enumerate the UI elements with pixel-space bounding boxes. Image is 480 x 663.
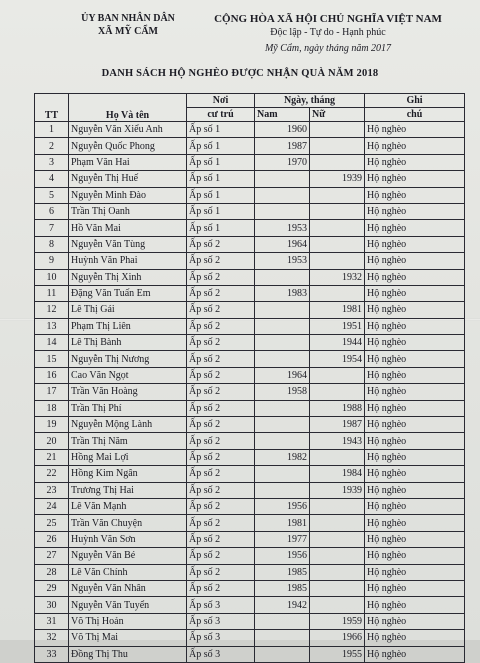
row-number: 26	[35, 531, 69, 547]
residence: Ấp số 2	[187, 384, 255, 400]
birth-year-female: 1944	[310, 335, 365, 351]
birth-year-female	[310, 548, 365, 564]
birth-year-male: 1985	[255, 580, 310, 596]
birth-year-female: 1932	[310, 269, 365, 285]
household-name: Phạm Văn Hai	[69, 154, 187, 170]
motto: Độc lập - Tự do - Hạnh phúc	[270, 27, 386, 38]
table-row	[35, 236, 465, 252]
birth-year-female: 1939	[310, 171, 365, 187]
note: Hộ nghèo	[365, 236, 465, 252]
residence: Ấp số 1	[187, 154, 255, 170]
table-row	[35, 154, 465, 170]
col-dob: Ngày, tháng	[255, 94, 365, 108]
table-row	[35, 531, 465, 547]
household-name: Hồng Mai Lợi	[69, 449, 187, 465]
household-name: Lê Thị Gái	[69, 302, 187, 318]
col-tt: TT	[35, 94, 69, 122]
col-residence-line-1: Nơi	[187, 94, 255, 108]
residence: Ấp số 1	[187, 138, 255, 154]
table-row	[35, 597, 465, 613]
national-heading	[198, 12, 458, 56]
birth-year-male: 1970	[255, 154, 310, 170]
birth-year-female: 1988	[310, 400, 365, 416]
residence: Ấp số 2	[187, 449, 255, 465]
birth-year-male: 1953	[255, 220, 310, 236]
row-number: 10	[35, 269, 69, 285]
table-row	[35, 318, 465, 334]
row-number: 1	[35, 122, 69, 138]
household-name: Huỳnh Văn Sơn	[69, 531, 187, 547]
birth-year-male	[255, 351, 310, 367]
row-number: 16	[35, 367, 69, 383]
birth-year-male: 1987	[255, 138, 310, 154]
household-name: Lê Thị Bành	[69, 335, 187, 351]
table-row	[35, 171, 465, 187]
note: Hộ nghèo	[365, 285, 465, 301]
household-table	[34, 93, 465, 663]
header-row-1	[35, 94, 465, 108]
household-name: Trương Thị Hai	[69, 482, 187, 498]
col-male: Nam	[255, 108, 310, 122]
residence: Ấp số 3	[187, 597, 255, 613]
row-number: 17	[35, 384, 69, 400]
birth-year-male	[255, 417, 310, 433]
household-name: Nguyễn Văn Nhân	[69, 580, 187, 596]
birth-year-female: 1966	[310, 630, 365, 646]
row-number: 19	[35, 417, 69, 433]
row-number: 22	[35, 466, 69, 482]
birth-year-female: 1954	[310, 351, 365, 367]
row-number: 2	[35, 138, 69, 154]
birth-year-male: 1985	[255, 564, 310, 580]
row-number: 30	[35, 597, 69, 613]
row-number: 7	[35, 220, 69, 236]
household-name: Trần Thị Phí	[69, 400, 187, 416]
note: Hộ nghèo	[365, 335, 465, 351]
birth-year-female	[310, 203, 365, 219]
residence: Ấp số 1	[187, 203, 255, 219]
note: Hộ nghèo	[365, 122, 465, 138]
household-name: Trần Văn Chuyện	[69, 515, 187, 531]
birth-year-female	[310, 285, 365, 301]
residence: Ấp số 3	[187, 646, 255, 662]
residence: Ấp số 2	[187, 564, 255, 580]
household-name: Đặng Văn Tuấn Em	[69, 285, 187, 301]
note: Hộ nghèo	[365, 302, 465, 318]
row-number: 9	[35, 253, 69, 269]
household-name: Võ Thị Hoản	[69, 613, 187, 629]
note: Hộ nghèo	[365, 498, 465, 514]
birth-year-female	[310, 498, 365, 514]
birth-year-female	[310, 236, 365, 252]
row-number: 5	[35, 187, 69, 203]
note: Hộ nghèo	[365, 253, 465, 269]
household-name: Nguyễn Mộng Lành	[69, 417, 187, 433]
row-number: 11	[35, 285, 69, 301]
note: Hộ nghèo	[365, 515, 465, 531]
table-row	[35, 548, 465, 564]
note: Hộ nghèo	[365, 318, 465, 334]
row-number: 21	[35, 449, 69, 465]
birth-year-male: 1956	[255, 498, 310, 514]
birth-year-female	[310, 154, 365, 170]
table-row	[35, 564, 465, 580]
note: Hộ nghèo	[365, 548, 465, 564]
residence: Ấp số 3	[187, 613, 255, 629]
household-name: Nguyễn Thị Nương	[69, 351, 187, 367]
residence: Ấp số 2	[187, 351, 255, 367]
table-row	[35, 367, 465, 383]
household-name: Lê Văn Chính	[69, 564, 187, 580]
table-row	[35, 466, 465, 482]
birth-year-female	[310, 220, 365, 236]
note: Hộ nghèo	[365, 580, 465, 596]
household-name: Hồ Văn Mai	[69, 220, 187, 236]
row-number: 24	[35, 498, 69, 514]
birth-year-female	[310, 449, 365, 465]
household-name: Hồng Kim Ngân	[69, 466, 187, 482]
birth-year-male	[255, 318, 310, 334]
row-number: 31	[35, 613, 69, 629]
table-row	[35, 384, 465, 400]
table-row	[35, 203, 465, 219]
note: Hộ nghèo	[365, 613, 465, 629]
residence: Ấp số 2	[187, 531, 255, 547]
col-residence-line-2: cư trú	[187, 108, 255, 122]
household-name: Phạm Thị Liên	[69, 318, 187, 334]
household-name: Nguyễn Văn Bé	[69, 548, 187, 564]
table-row	[35, 449, 465, 465]
residence: Ấp số 2	[187, 285, 255, 301]
birth-year-female	[310, 187, 365, 203]
birth-year-male	[255, 466, 310, 482]
birth-year-female: 1959	[310, 613, 365, 629]
household-name: Lê Văn Mạnh	[69, 498, 187, 514]
birth-year-female	[310, 531, 365, 547]
birth-year-male	[255, 433, 310, 449]
residence: Ấp số 1	[187, 220, 255, 236]
residence: Ấp số 3	[187, 630, 255, 646]
birth-year-male	[255, 302, 310, 318]
birth-year-male: 1942	[255, 597, 310, 613]
row-number: 13	[35, 318, 69, 334]
birth-year-female	[310, 515, 365, 531]
birth-year-male: 1964	[255, 236, 310, 252]
birth-year-male	[255, 646, 310, 662]
household-name: Đồng Thị Thu	[69, 646, 187, 662]
birth-year-male	[255, 187, 310, 203]
birth-year-male: 1981	[255, 515, 310, 531]
residence: Ấp số 2	[187, 236, 255, 252]
birth-year-male: 1956	[255, 548, 310, 564]
residence: Ấp số 2	[187, 335, 255, 351]
residence: Ấp số 2	[187, 253, 255, 269]
birth-year-female: 1987	[310, 417, 365, 433]
table-row	[35, 302, 465, 318]
birth-year-male	[255, 171, 310, 187]
note: Hộ nghèo	[365, 400, 465, 416]
table-row	[35, 253, 465, 269]
household-name: Nguyễn Quốc Phong	[69, 138, 187, 154]
birth-year-male	[255, 482, 310, 498]
birth-year-male	[255, 613, 310, 629]
note: Hộ nghèo	[365, 466, 465, 482]
table-row	[35, 433, 465, 449]
birth-year-female	[310, 384, 365, 400]
table-row	[35, 613, 465, 629]
table-row	[35, 630, 465, 646]
table-row	[35, 187, 465, 203]
row-number: 25	[35, 515, 69, 531]
table-row	[35, 269, 465, 285]
note: Hộ nghèo	[365, 449, 465, 465]
household-name: Nguyễn Minh Đào	[69, 187, 187, 203]
residence: Ấp số 2	[187, 400, 255, 416]
note: Hộ nghèo	[365, 531, 465, 547]
birth-year-male: 1982	[255, 449, 310, 465]
household-name: Trần Thị Oanh	[69, 203, 187, 219]
note: Hộ nghèo	[365, 417, 465, 433]
row-number: 15	[35, 351, 69, 367]
residence: Ấp số 2	[187, 548, 255, 564]
table-row	[35, 285, 465, 301]
table-row	[35, 498, 465, 514]
birth-year-female	[310, 122, 365, 138]
row-number: 14	[35, 335, 69, 351]
row-number: 12	[35, 302, 69, 318]
table-row	[35, 122, 465, 138]
note: Hộ nghèo	[365, 646, 465, 662]
row-number: 28	[35, 564, 69, 580]
row-number: 20	[35, 433, 69, 449]
row-number: 8	[35, 236, 69, 252]
row-number: 33	[35, 646, 69, 662]
table-row	[35, 482, 465, 498]
household-name: Nguyễn Văn Xiểu Anh	[69, 122, 187, 138]
document-date: Mỹ Cẩm, ngày tháng năm 2017	[264, 43, 392, 54]
birth-year-female: 1943	[310, 433, 365, 449]
household-name: Huỳnh Văn Phai	[69, 253, 187, 269]
birth-year-female: 1981	[310, 302, 365, 318]
table-row	[35, 351, 465, 367]
col-note-line-2: chú	[365, 108, 465, 122]
birth-year-female	[310, 138, 365, 154]
table-row	[35, 400, 465, 416]
note: Hộ nghèo	[365, 384, 465, 400]
col-female: Nữ	[310, 108, 365, 122]
table-row	[35, 580, 465, 596]
residence: Ấp số 2	[187, 580, 255, 596]
row-number: 27	[35, 548, 69, 564]
table-row	[35, 335, 465, 351]
note: Hộ nghèo	[365, 564, 465, 580]
birth-year-female: 1939	[310, 482, 365, 498]
table-body	[35, 122, 465, 663]
birth-year-female: 1984	[310, 466, 365, 482]
birth-year-female	[310, 580, 365, 596]
col-name: Họ Và tên	[69, 94, 187, 122]
note: Hộ nghèo	[365, 220, 465, 236]
row-number: 4	[35, 171, 69, 187]
issuer-line-2: XÃ MỸ CẨM	[98, 26, 158, 37]
note: Hộ nghèo	[365, 154, 465, 170]
issuer-line-1: ỦY BAN NHÂN DÂN	[81, 13, 175, 24]
residence: Ấp số 2	[187, 482, 255, 498]
table-row	[35, 138, 465, 154]
birth-year-male	[255, 335, 310, 351]
note: Hộ nghèo	[365, 138, 465, 154]
row-number: 29	[35, 580, 69, 596]
birth-year-male	[255, 203, 310, 219]
note: Hộ nghèo	[365, 482, 465, 498]
col-note-line-1: Ghi	[365, 94, 465, 108]
birth-year-female	[310, 367, 365, 383]
residence: Ấp số 2	[187, 269, 255, 285]
birth-year-female: 1955	[310, 646, 365, 662]
household-name: Nguyễn Thị Xinh	[69, 269, 187, 285]
nation-name: CỘNG HÒA XÃ HỘI CHỦ NGHĨA VIỆT NAM	[214, 13, 442, 25]
household-name: Cao Văn Ngọt	[69, 367, 187, 383]
note: Hộ nghèo	[365, 597, 465, 613]
residence: Ấp số 2	[187, 302, 255, 318]
note: Hộ nghèo	[365, 351, 465, 367]
birth-year-male: 1960	[255, 122, 310, 138]
birth-year-male: 1953	[255, 253, 310, 269]
residence: Ấp số 2	[187, 466, 255, 482]
residence: Ấp số 2	[187, 498, 255, 514]
residence: Ấp số 2	[187, 433, 255, 449]
birth-year-male: 1977	[255, 531, 310, 547]
issuer-block	[48, 12, 208, 38]
residence: Ấp số 1	[187, 187, 255, 203]
household-name: Trần Văn Hoàng	[69, 384, 187, 400]
birth-year-male: 1983	[255, 285, 310, 301]
birth-year-male: 1964	[255, 367, 310, 383]
residence: Ấp số 1	[187, 171, 255, 187]
birth-year-female: 1951	[310, 318, 365, 334]
row-number: 3	[35, 154, 69, 170]
household-name: Nguyễn Thị Huế	[69, 171, 187, 187]
residence: Ấp số 2	[187, 318, 255, 334]
note: Hộ nghèo	[365, 187, 465, 203]
birth-year-female	[310, 597, 365, 613]
birth-year-male	[255, 269, 310, 285]
residence: Ấp số 2	[187, 417, 255, 433]
note: Hộ nghèo	[365, 203, 465, 219]
household-name: Nguyễn Văn Tùng	[69, 236, 187, 252]
note: Hộ nghèo	[365, 269, 465, 285]
document-title: DANH SÁCH HỘ NGHÈO ĐƯỢC NHẬN QUÀ NĂM 2018	[101, 68, 379, 79]
row-number: 23	[35, 482, 69, 498]
household-name: Nguyễn Văn Tuyển	[69, 597, 187, 613]
table-row	[35, 417, 465, 433]
birth-year-female	[310, 564, 365, 580]
note: Hộ nghèo	[365, 433, 465, 449]
birth-year-male	[255, 400, 310, 416]
birth-year-female	[310, 253, 365, 269]
note: Hộ nghèo	[365, 630, 465, 646]
birth-year-male	[255, 630, 310, 646]
row-number: 6	[35, 203, 69, 219]
household-name: Võ Thị Mai	[69, 630, 187, 646]
table-row	[35, 515, 465, 531]
note: Hộ nghèo	[365, 171, 465, 187]
residence: Ấp số 2	[187, 367, 255, 383]
row-number: 32	[35, 630, 69, 646]
birth-year-male: 1958	[255, 384, 310, 400]
residence: Ấp số 2	[187, 515, 255, 531]
row-number: 18	[35, 400, 69, 416]
table-row	[35, 220, 465, 236]
household-name: Trần Thị Năm	[69, 433, 187, 449]
residence: Ấp số 1	[187, 122, 255, 138]
note: Hộ nghèo	[365, 367, 465, 383]
table-row	[35, 646, 465, 662]
